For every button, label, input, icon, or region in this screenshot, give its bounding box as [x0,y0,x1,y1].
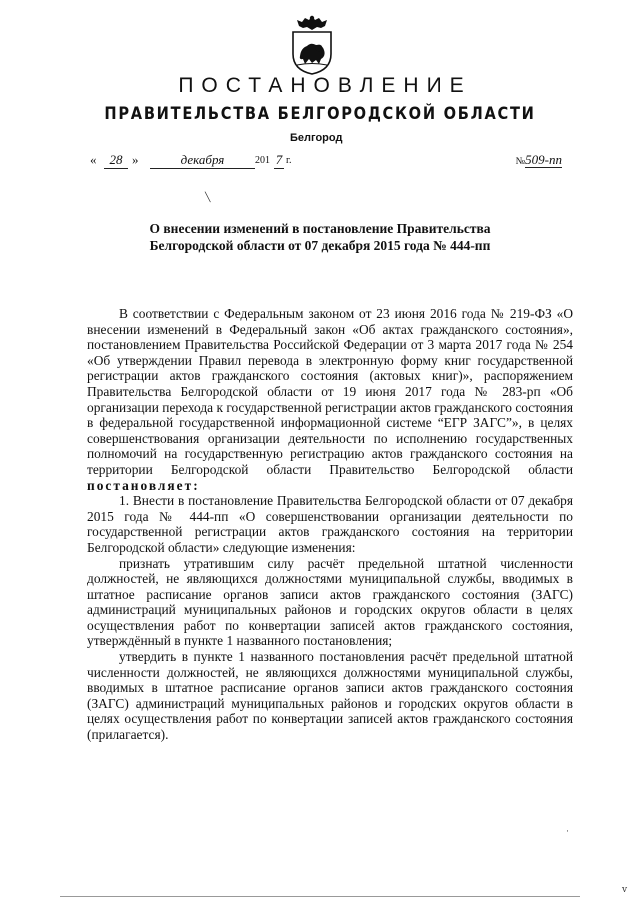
date-close-quote: » [132,152,139,167]
date-month: декабря [150,152,255,169]
date-year-prefix: 201 [255,155,270,166]
document-number [516,152,562,168]
date-day: 28 [104,152,128,169]
stray-mark: ⅴ [622,884,628,894]
stray-mark: · [566,826,569,836]
resolves-keyword: постановляет: [87,477,200,493]
paragraph-preamble [87,306,573,493]
document-title-line-1: О внесении изменений в постановление Правительства [149,221,491,236]
date-open-quote: « [90,152,97,167]
page-bottom-rule [60,896,580,897]
number-value: 509-пп [525,152,562,167]
paragraph-approve: утвердить в пункте 1 названного постановления расчёт предельной штатной численности должностей, не являющихся должностями муниципальной службы, вводимых в штатное расписание органов записи актов гражданского состояния (ЗАГС) администраций муниципальных районов и городских округов области в целях осуществления работ по конвертации записей актов гражданского состояния (прилагается). [87,649,573,743]
document-title [0,220,640,254]
date-number-row [90,152,562,172]
document-type-heading: ПОСТАНОВЛЕНИЕ [178,74,472,97]
city-label: Белгород [290,132,343,144]
document-body [87,306,573,743]
paragraph-repeal: признать утратившим силу расчёт предельной штатной численности должностей, не являющихся должностями муниципальной службы, вводимых в штатное расписание органов записи актов гражданского состояния (ЗАГС) администраций муниципальных районов и городских округов области в целях осуществления работ по конвертации записей актов гражданского состояния, утверждённый в пункте 1 названного постановления; [87,555,573,649]
date-year-digit: 7 [275,152,283,167]
issuer-heading: ПРАВИТЕЛЬСТВА БЕЛГОРОДСКОЙ ОБЛАСТИ [104,104,536,124]
number-sign: № [515,156,526,167]
date-year-suffix: г. [286,155,292,166]
paragraph-item-1: 1. Внести в постановление Правительства Белгородской области от 07 декабря 2015 года № 444-пп «О совершенствовании организации деятельности по государственной регистрации актов гражданского состояния на территории Белгородской области» следующие изменения: [87,493,573,555]
coat-of-arms-icon [285,12,339,76]
stray-mark: ╲ [205,192,211,202]
document-title-line-2: Белгородской области от 07 декабря 2015 года № 444-пп [149,238,491,253]
preamble-text: В соответствии с Федеральным законом от 23 июня 2016 года № 219-ФЗ «О внесении изменений в Федеральный закон «Об актах гражданского состояния», постановлением Правительства Российской Федерации от 3 марта 2017 года № 254 «Об утверждении Правил перевода в электронную форму книг государственной регистрации актов гражданского состояния (актовых книг)», распоряжением Правительства Белгородской области от 19 июня 2017 года № 283-рп «Об организации перехода к государственной регистрации актов гражданского состояния в федеральной государственной информационной системе “ЕГР ЗАГС”», в целях совершенствования организации деятельности по исполнению государственных полномочий на государственную регистрацию актов гражданского состояния на территории Белгородской области Правительство Белгородской области [87,306,573,477]
